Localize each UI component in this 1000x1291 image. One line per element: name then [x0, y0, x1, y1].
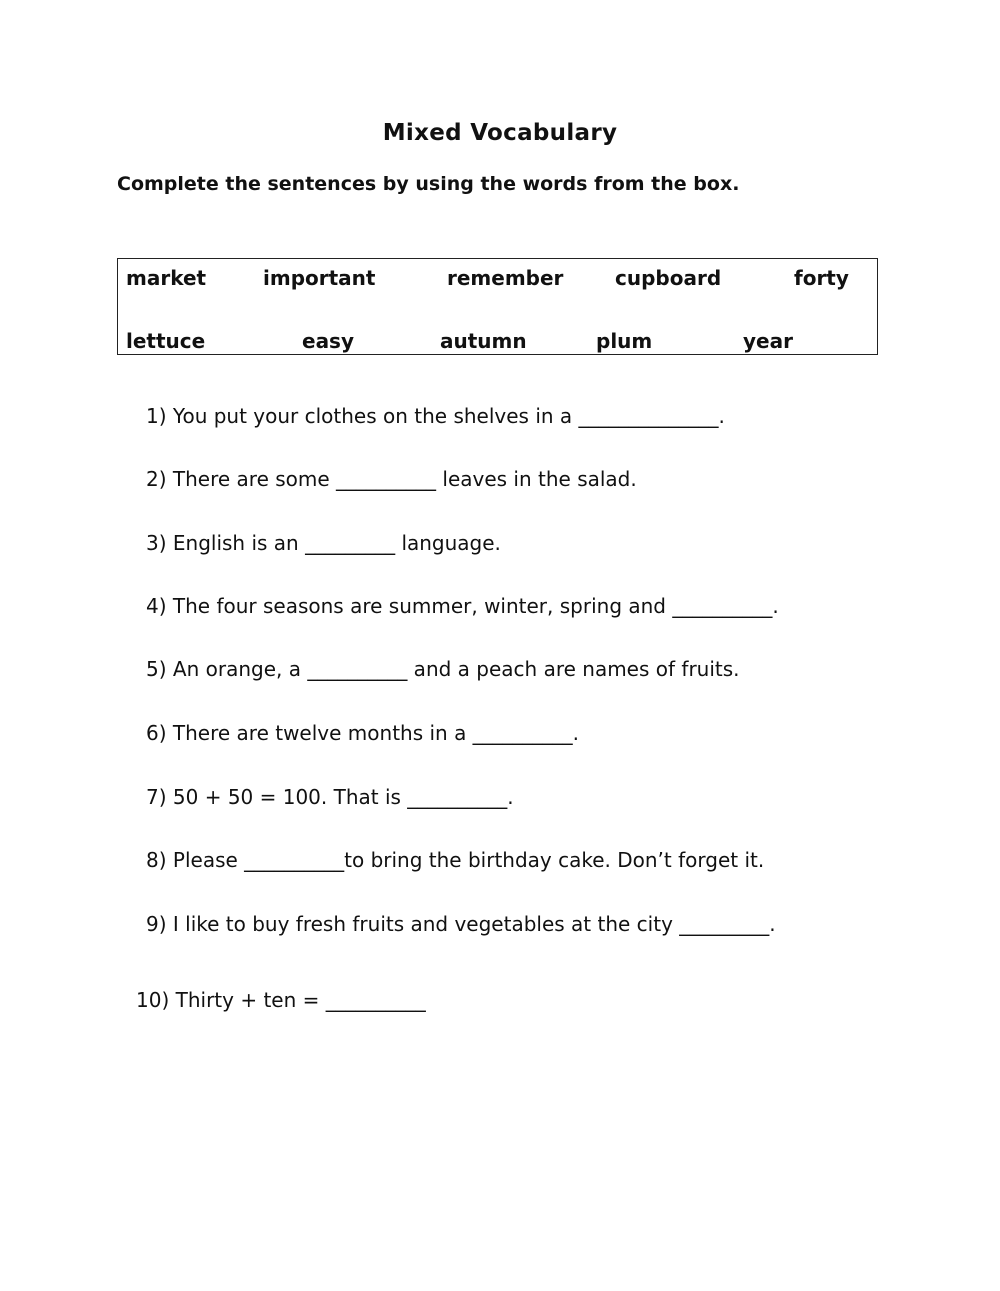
word-box-item: lettuce	[126, 329, 206, 353]
word-box-item: autumn	[440, 329, 527, 353]
question-number: 1)	[146, 404, 167, 428]
question-text: I like to buy fresh fruits and vegetables at the city _________.	[172, 912, 776, 936]
instructions: Complete the sentences by using the words from the box.	[117, 173, 740, 195]
question-5	[146, 657, 740, 681]
question-text: English is an _________ language.	[172, 531, 501, 555]
question-number: 7)	[146, 785, 167, 809]
word-box-item: plum	[596, 329, 653, 353]
question-text: An orange, a __________ and a peach are names of fruits.	[172, 657, 740, 681]
question-8	[146, 848, 764, 872]
word-box-item: remember	[447, 266, 564, 290]
word-box-item: important	[263, 266, 376, 290]
question-number: 5)	[146, 657, 167, 681]
word-box	[117, 258, 878, 355]
question-number: 10)	[136, 988, 170, 1012]
question-1	[146, 404, 725, 428]
question-9	[146, 912, 776, 936]
question-3	[146, 531, 501, 555]
question-number: 4)	[146, 594, 167, 618]
question-text: 50 + 50 = 100. That is __________.	[172, 785, 514, 809]
question-number: 8)	[146, 848, 167, 872]
question-text: The four seasons are summer, winter, spring and __________.	[172, 594, 779, 618]
question-number: 6)	[146, 721, 167, 745]
question-number: 3)	[146, 531, 167, 555]
question-number: 2)	[146, 467, 167, 491]
question-2	[146, 467, 637, 491]
question-4	[146, 594, 779, 618]
question-number: 9)	[146, 912, 167, 936]
question-text: There are twelve months in a __________.	[172, 721, 580, 745]
question-text: Please __________to bring the birthday cake. Don’t forget it.	[172, 848, 765, 872]
word-box-item: market	[126, 266, 207, 290]
word-box-item: easy	[302, 329, 355, 353]
question-text: There are some __________ leaves in the salad.	[172, 467, 637, 491]
question-text: You put your clothes on the shelves in a ______________.	[172, 404, 725, 428]
question-6	[146, 721, 579, 745]
word-box-item: forty	[794, 266, 849, 290]
question-text: Thirty + ten = __________	[175, 988, 426, 1012]
word-box-item: cupboard	[615, 266, 722, 290]
question-7	[146, 785, 514, 809]
question-10	[136, 988, 426, 1012]
word-box-item: year	[743, 329, 793, 353]
page-title: Mixed Vocabulary	[382, 120, 618, 146]
